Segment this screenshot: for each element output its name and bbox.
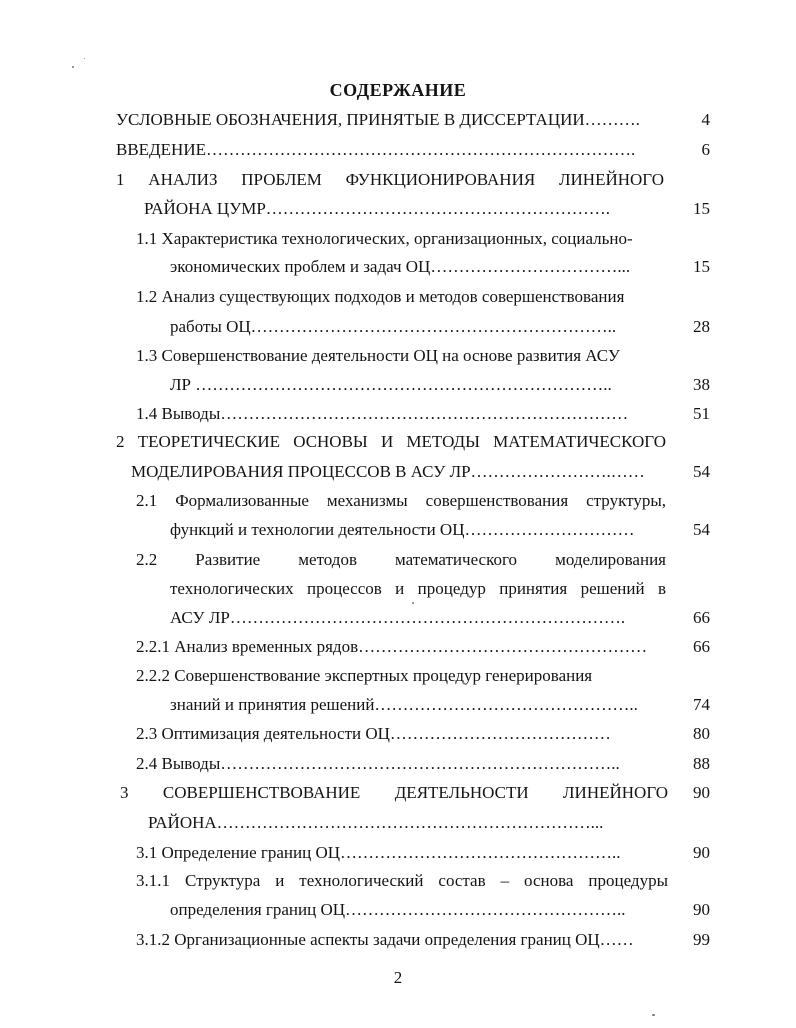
toc-entry-line: 3.1.2 Организационные аспекты задачи определения границ ОЦ…… [136, 930, 634, 949]
scan-speck [72, 66, 74, 68]
page-number: 2 [393, 968, 403, 987]
toc-entry-line: знаний и принятия решений……………………………………….. [170, 695, 638, 714]
toc-entry-line: 2 ТЕОРЕТИЧЕСКИЕ ОСНОВЫ И МЕТОДЫ МАТЕМАТИЧЕСКОГО [116, 432, 666, 451]
toc-entry-line: 2.4 Выводы…………………………………………………………….. [136, 754, 620, 773]
toc-entry-line: ЛР ……………………………………………………………….. [170, 375, 612, 394]
toc-entry-line: 2.3 Оптимизация деятельности ОЦ………………………………… [136, 724, 611, 743]
scan-speck [412, 602, 414, 604]
toc-entry-line: РАЙОНА ЦУМР……………………………………………………. [144, 199, 611, 218]
toc-entry-page: 4 [701, 110, 710, 129]
toc-entry-line: 1.1 Характеристика технологических, организационных, социально- [136, 229, 633, 248]
toc-entry-line: 2.2 Развитие методов математического моделирования [136, 550, 666, 569]
toc-entry-line: 3 СОВЕРШЕНСТВОВАНИЕ ДЕЯТЕЛЬНОСТИ ЛИНЕЙНОГО [120, 783, 668, 802]
toc-entry-page: 90 [693, 783, 710, 802]
toc-entry-line: 2.2.1 Анализ временных рядов…………………………………………… [136, 637, 648, 656]
toc-entry-page: 51 [693, 404, 710, 423]
toc-entry-line: 2.1 Формализованные механизмы совершенствования структуры, [136, 491, 666, 510]
toc-entry-line: МОДЕЛИРОВАНИЯ ПРОЦЕССОВ В АСУ ЛР…………………….…… [131, 462, 645, 481]
toc-entry-page: 54 [693, 462, 710, 481]
toc-entry-page: 15 [693, 257, 710, 276]
scan-speck [84, 58, 85, 59]
toc-entry-page: 15 [693, 199, 710, 218]
toc-entry-line: ВВЕДЕНИЕ…………………………………………………………………. [116, 140, 636, 159]
toc-entry-page: 28 [693, 317, 710, 336]
toc-entry-line: 3.1.1 Структура и технологический состав – основа процедуры [136, 871, 668, 890]
scan-speck [652, 1014, 655, 1016]
toc-entry-line: работы ОЦ……………………………………………………….. [170, 317, 617, 336]
toc-entry-page: 38 [693, 375, 710, 394]
toc-entry-page: 54 [693, 520, 710, 539]
toc-entry-line: 1.4 Выводы……………………………………………………………… [136, 404, 629, 423]
toc-entry-page: 66 [693, 608, 710, 627]
toc-entry-page: 90 [693, 843, 710, 862]
toc-entry-page: 88 [693, 754, 710, 773]
toc-entry-line: УСЛОВНЫЕ ОБОЗНАЧЕНИЯ, ПРИНЯТЫЕ В ДИССЕРТАЦИИ………. [116, 110, 640, 129]
toc-entry-line: 3.1 Определение границ ОЦ………………………………………….. [136, 843, 621, 862]
toc-entry-line: 1.3 Совершенствование деятельности ОЦ на основе развития АСУ [136, 346, 620, 365]
toc-entry-line: технологических процессов и процедур принятия решений в [170, 579, 666, 598]
toc-entry-line: 2.2.2 Совершенствование экспертных процедур генерирования [136, 666, 593, 685]
toc-entry-page: 74 [693, 695, 710, 714]
toc-entry-line: функций и технологии деятельности ОЦ………………………… [170, 520, 635, 539]
toc-entry-page: 80 [693, 724, 710, 743]
toc-entry-line: экономических проблем и задач ОЦ……………………………... [170, 257, 631, 276]
toc-entry-page: 66 [693, 637, 710, 656]
toc-entry-line: 1.2 Анализ существующих подходов и методов совершенствования [136, 287, 625, 306]
toc-entry-line: РАЙОНА…………………………………………………………... [148, 813, 604, 832]
toc-entry-line: 1 АНАЛИЗ ПРОБЛЕМ ФУНКЦИОНИРОВАНИЯ ЛИНЕЙНОГО [116, 170, 664, 189]
toc-entry-line: АСУ ЛР……………………………………………………………. [170, 608, 626, 627]
toc-entry-page: 90 [693, 900, 710, 919]
toc-title: СОДЕРЖАНИЕ [329, 80, 467, 100]
toc-entry-line: определения границ ОЦ………………………………………….. [170, 900, 626, 919]
toc-entry-page: 99 [693, 930, 710, 949]
toc-entry-page: 6 [701, 140, 710, 159]
